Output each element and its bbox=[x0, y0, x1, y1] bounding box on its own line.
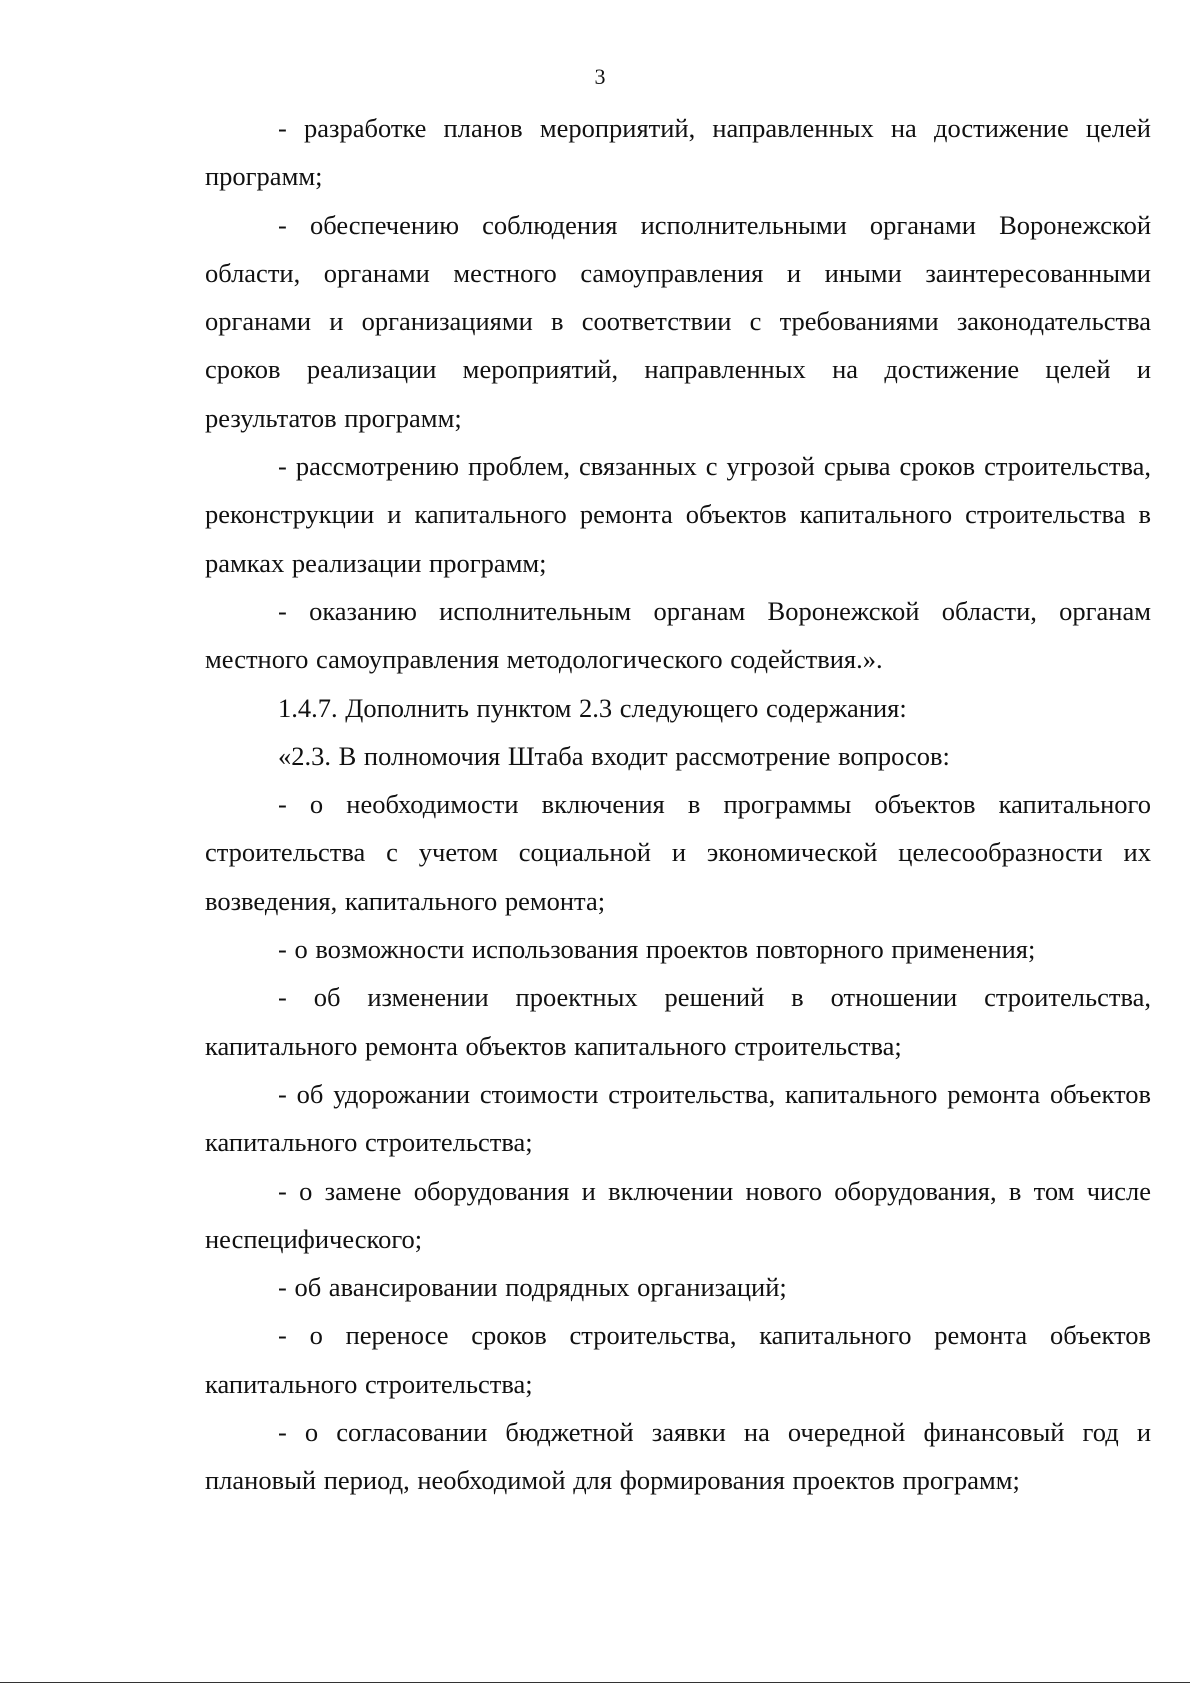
paragraph-5: 1.4.7. Дополнить пунктом 2.3 следующего содержания: bbox=[278, 692, 907, 723]
paragraph-1: - разработке планов мероприятий, направленных на достижение целей программ; bbox=[205, 113, 1151, 192]
paragraph-6: «2.3. В полномочия Штаба входит рассмотрение вопросов: bbox=[278, 740, 950, 771]
paragraph-3: - рассмотрению проблем, связанных с угрозой срыва сроков строительства, реконструкции и капитального ремонта объектов капитального строительства в рамках реализации программ; bbox=[205, 451, 1151, 578]
paragraph-10: - об удорожании стоимости строительства, капитального ремонта объектов капитального строительства; bbox=[205, 1078, 1151, 1158]
paragraph-4: - оказанию исполнительным органам Воронежской области, органам местного самоуправления методологического содействия.». bbox=[205, 595, 1151, 675]
paragraph-8: - о возможности использования проектов повторного применения; bbox=[278, 934, 1036, 965]
paragraph-9: - об изменении проектных решений в отношении строительства, капитального ремонта объектов капитального строительства; bbox=[205, 982, 1151, 1061]
paragraph-14: - о согласовании бюджетной заявки на очередной финансовый год и плановый период, необходимой для формирования проектов программ; bbox=[205, 1417, 1151, 1496]
document-body bbox=[205, 104, 1151, 1505]
paragraph-13: - о переносе сроков строительства, капитального ремонта объектов капитального строительства; bbox=[205, 1320, 1151, 1399]
paragraph-11: - о замене оборудования и включении нового оборудования, в том числе неспецифического; bbox=[205, 1175, 1151, 1254]
paragraph-2: - обеспечению соблюдения исполнительными органами Воронежской области, органами местного самоуправления и иными заинтересованными органами и организациями в соответствии с требованиями законодательства сроков реализации мероприятий, направленных на достижение целей и результатов программ; bbox=[205, 209, 1151, 433]
paragraph-7: - о необходимости включения в программы объектов капитального строительства с учетом социальной и экономической целесообразности их возведения, капитального ремонта; bbox=[205, 789, 1151, 916]
paragraph-12: - об авансировании подрядных организаций; bbox=[278, 1272, 787, 1303]
bottom-rule bbox=[0, 1682, 1190, 1683]
page-number: 3 bbox=[594, 64, 606, 89]
